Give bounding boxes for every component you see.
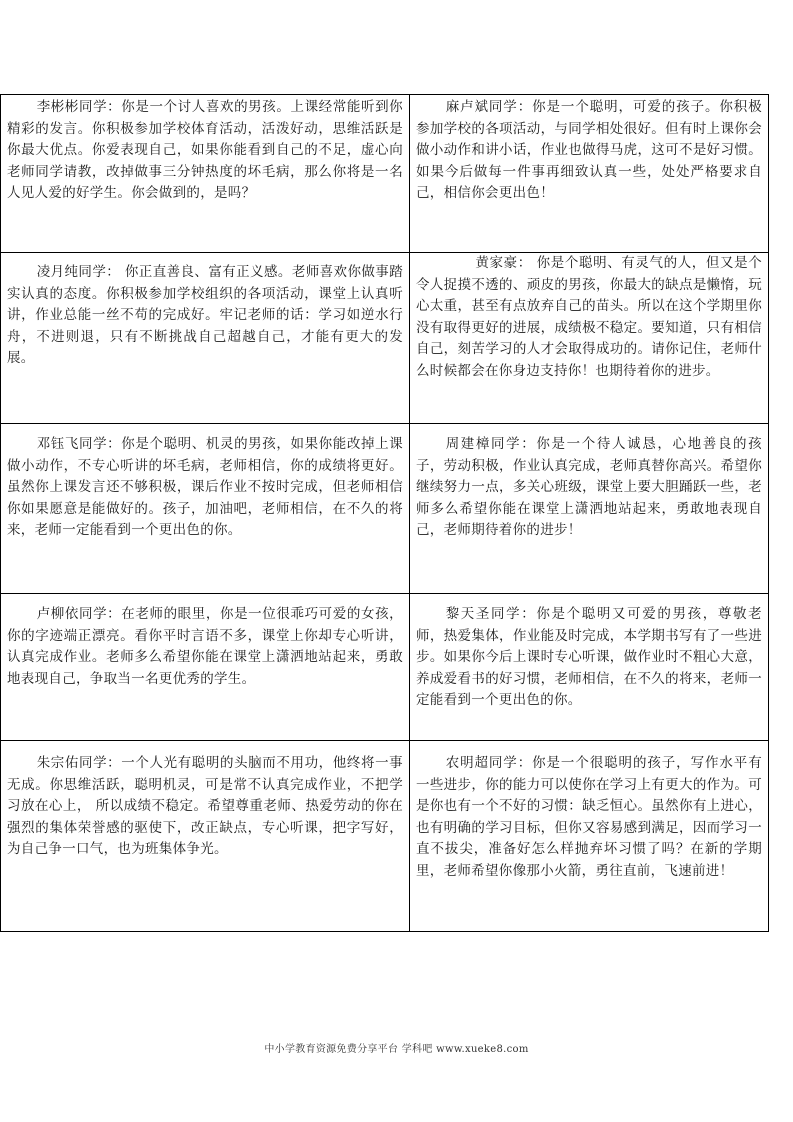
table-row [1, 95, 769, 253]
table-row [1, 424, 769, 594]
comment-text: 麻卢斌同学：你是一个聪明，可爱的孩子。你积极参加学校的各项活动，与同学相处很好。但有时上课你会做小动作和讲小话，作业也做得马虎，这可不是好习惯。如果今后做每一件事再细致认真一些，处处严格要求自己，相信你会更出色！ [416, 99, 762, 201]
comment-text: 李彬彬同学：你是一个讨人喜欢的男孩。上课经常能听到你精彩的发言。你积极参加学校体育活动，活泼好动，思维活跃是你最大优点。你爱表现自己，如果你能看到自己的不足，虚心向老师同学请教，改掉做事三分钟热度的坏毛病，那么你将是一名人见人爱的好学生。你会做到的，是吗？ [7, 99, 403, 201]
comment-text: 黎天圣同学：你是个聪明又可爱的男孩，尊敬老师，热爱集体，作业能及时完成，本学期书写有了一些进步。如果你今后上课时专心听课，做作业时不粗心大意，养成爱看书的好习惯，老师相信，在不久的将来，老师一定能看到一个更出色的你。 [416, 606, 762, 708]
comment-cell [1, 424, 410, 594]
comment-cell [410, 253, 769, 424]
comment-text: 凌月纯同学： 你正直善良、富有正义感。老师喜欢你做事踏实认真的态度。你积极参加学校组织的各项活动，课堂上认真听讲，作业总能一丝不苟的完成好。牢记老师的话：学习如逆水行舟，不进则退，只有不断挑战自己超越自己，才能有更大的发展。 [7, 264, 403, 366]
student-comments-table [0, 94, 769, 932]
table-row [1, 253, 769, 424]
comment-cell [410, 594, 769, 741]
comment-text: 卢柳依同学：在老师的眼里，你是一位很乖巧可爱的女孩，你的字迹端正漂亮。看你平时言语不多，课堂上你却专心听讲，认真完成作业。老师多么希望你能在课堂上潇洒地站起来，勇敢地表现自己，争取当一名更优秀的学生。 [7, 606, 403, 687]
comment-text: 农明超同学：你是一个很聪明的孩子，写作水平有一些进步，你的能力可以使你在学习上有更大的作为。可是你也有一个不好的习惯：缺乏恒心。虽然你有上进心，也有明确的学习目标，但你又容易感到满足，因而学习一直不拔尖，准备好怎么样抛弃坏习惯了吗？在新的学期里，老师希望你像那小火箭，勇往直前，飞速前进！ [416, 755, 762, 879]
comment-text: 邓钰飞同学：你是个聪明、机灵的男孩，如果你能改掉上课做小动作，不专心听讲的坏毛病，老师相信，你的成绩将更好。虽然你上课发言还不够积极，课后作业不按时完成，但老师相信你如果愿意是能做好的。孩子，加油吧，老师相信，在不久的将来，老师一定能看到一个更出色的你。 [7, 436, 403, 538]
comment-cell [1, 95, 410, 253]
comment-text: 黄家豪： 你是个聪明、有灵气的人，但又是个令人捉摸不透的、顽皮的男孩，你最大的缺点是懒惰，玩心太重，甚至有点放弃自己的苗头。所以在这个学期里你没有取得更好的进展，成绩极不稳定。要知道，只有相信自己，刻苦学习的人才会取得成功的。请你记住，老师什么时候都会在你身边支持你！也期待着你的进步。 [416, 255, 762, 379]
table-row [1, 594, 769, 741]
table-row [1, 741, 769, 932]
comment-text: 朱宗佑同学：一个人光有聪明的头脑而不用功，他终将一事无成。你思维活跃，聪明机灵，可是常不认真完成作业，不把学习放在心上， 所以成绩不稳定。希望尊重老师、热爱劳动的你在强烈的集体荣誉感的驱使下，改正缺点，专心听课，把字写好，为自己争一口气，也为班集体争光。 [7, 755, 403, 857]
page-footer: 中小学教育资源免费分享平台 学科吧 www.xueke8.com [264, 1044, 529, 1055]
comment-cell [1, 594, 410, 741]
comment-cell [410, 95, 769, 253]
comment-cell [1, 741, 410, 932]
comment-cell [410, 424, 769, 594]
comment-cell [410, 741, 769, 932]
comment-cell [1, 253, 410, 424]
comment-text: 周建樟同学：你是一个待人诚恳，心地善良的孩子，劳动积极，作业认真完成，老师真替你高兴。希望你继续努力一点，多关心班级，课堂上要大胆踊跃一些，老师多么希望你能在课堂上潇洒地站起来，勇敢地表现自己，老师期待着你的进步！ [416, 436, 762, 538]
